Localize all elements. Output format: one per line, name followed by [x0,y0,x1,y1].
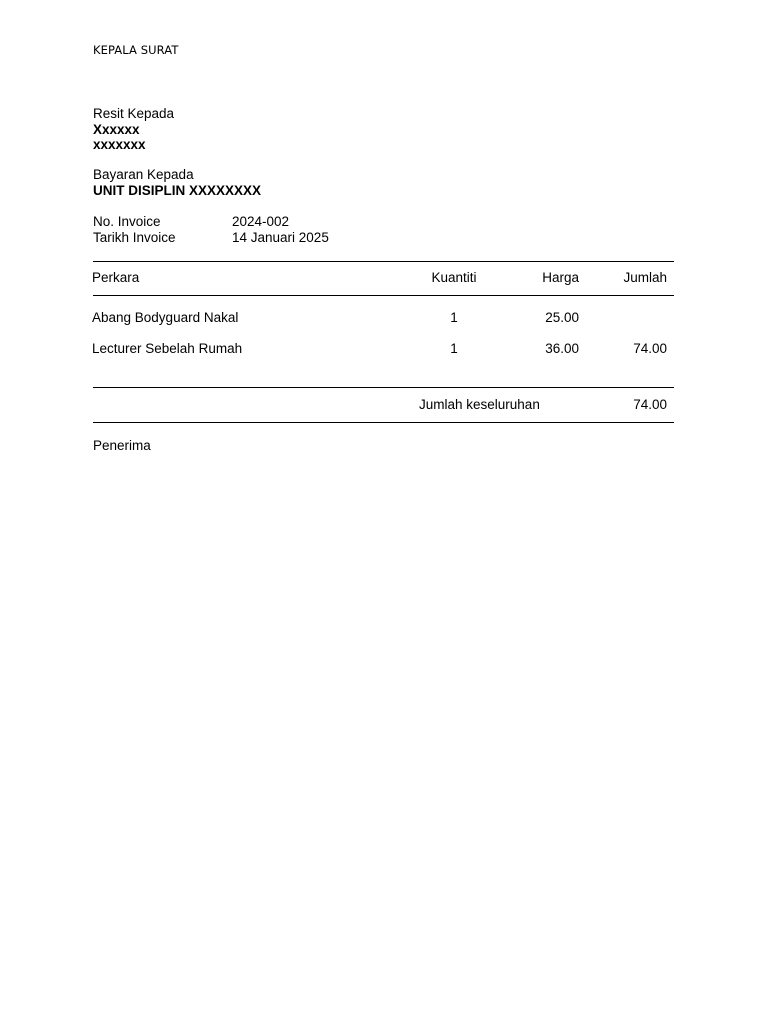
total-top-divider [93,387,674,388]
row-price: 36.00 [545,341,579,356]
receiver-label: Penerima [93,438,151,453]
receipt-to-block [93,106,174,153]
total-bottom-divider [93,422,674,423]
pay-to-label: Bayaran Kepada [93,167,194,182]
header-quantity: Kuantiti [431,270,477,285]
invoice-date-value: 14 Januari 2025 [232,230,329,245]
receipt-to-label: Resit Kepada [93,106,175,121]
row-item: Lecturer Sebelah Rumah [92,341,243,356]
row-price: 25.00 [545,310,579,325]
invoice-number-value: 2024-002 [232,214,290,229]
header-item: Perkara [92,270,140,285]
header-price: Harga [542,270,579,285]
letterhead: KEPALA SURAT [93,43,179,57]
header-total: Jumlah [623,270,667,285]
grand-total-label: Jumlah keseluruhan [419,397,540,412]
grand-total-value: 74.00 [633,397,667,412]
row-total: 74.00 [633,341,667,356]
invoice-number-label: No. Invoice [93,214,161,229]
row-quantity: 1 [450,341,458,356]
row-quantity: 1 [450,310,458,325]
header-divider [93,295,674,296]
pay-to-name: UNIT DISIPLIN XXXXXXXX [93,182,262,198]
receipt-to-detail: xxxxxxx [93,137,146,152]
invoice-date-label: Tarikh Invoice [93,230,176,245]
table-top-divider [93,261,674,262]
pay-to-block [93,167,261,198]
receipt-to-name: Xxxxxx [93,121,140,137]
row-item: Abang Bodyguard Nakal [92,310,239,325]
